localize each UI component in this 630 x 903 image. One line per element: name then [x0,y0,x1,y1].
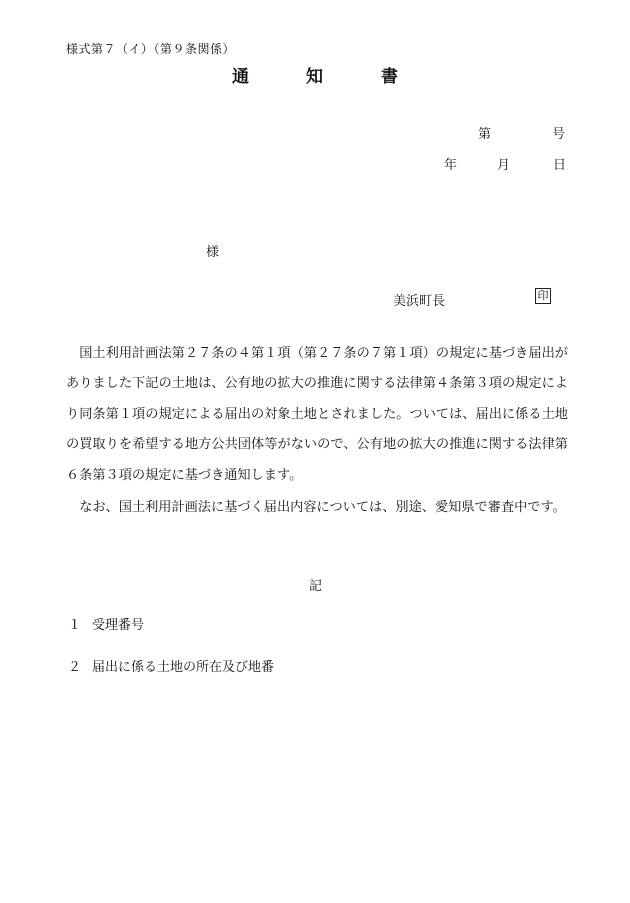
title-char-1: 通 [232,67,249,87]
list-item-label: 届出に係る土地の所在及び地番 [92,660,275,675]
document-title [0,62,630,90]
seal-mark: 印 [535,288,551,304]
list-item-number: １ [68,618,82,633]
body-paragraph-2: なお、国土利用計画法に基づく届出内容については、別途、愛知県で審査中です。 [79,500,566,516]
ki-heading: 記 [309,579,323,594]
title-char-3: 書 [381,67,398,87]
date-year-label: 年 [444,158,458,173]
list-item [68,656,274,675]
addressee-honorific: 様 [206,245,220,260]
date-month-label: 月 [497,158,511,173]
form-label: 様式第７（イ）（第９条関係） [66,42,236,56]
body-text [66,339,568,523]
body-paragraph-1: 国土利用計画法第２７条の４第１項（第２７条の７第１項）の規定に基づき届出がありました下記の土地は、公有地の拡大の推進に関する法律第４条第３項の規定により同条第１項の規定による届出の対象土地とされました。ついては、届出に係る土地の買取りを希望する地方公共団体等がないので、公有地の拡大の推進に関する法律第６条第３項の規定に基づき通知します。 [66,346,568,483]
title-char-2: 知 [306,67,323,87]
document-number-suffix: 号 [552,127,566,142]
list-item [68,614,144,633]
document-number-prefix: 第 [478,127,492,142]
sender-name: 美浜町長 [393,294,446,309]
date-day-label: 日 [553,158,567,173]
list-item-number: ２ [68,660,82,675]
list-item-label: 受理番号 [92,618,145,633]
